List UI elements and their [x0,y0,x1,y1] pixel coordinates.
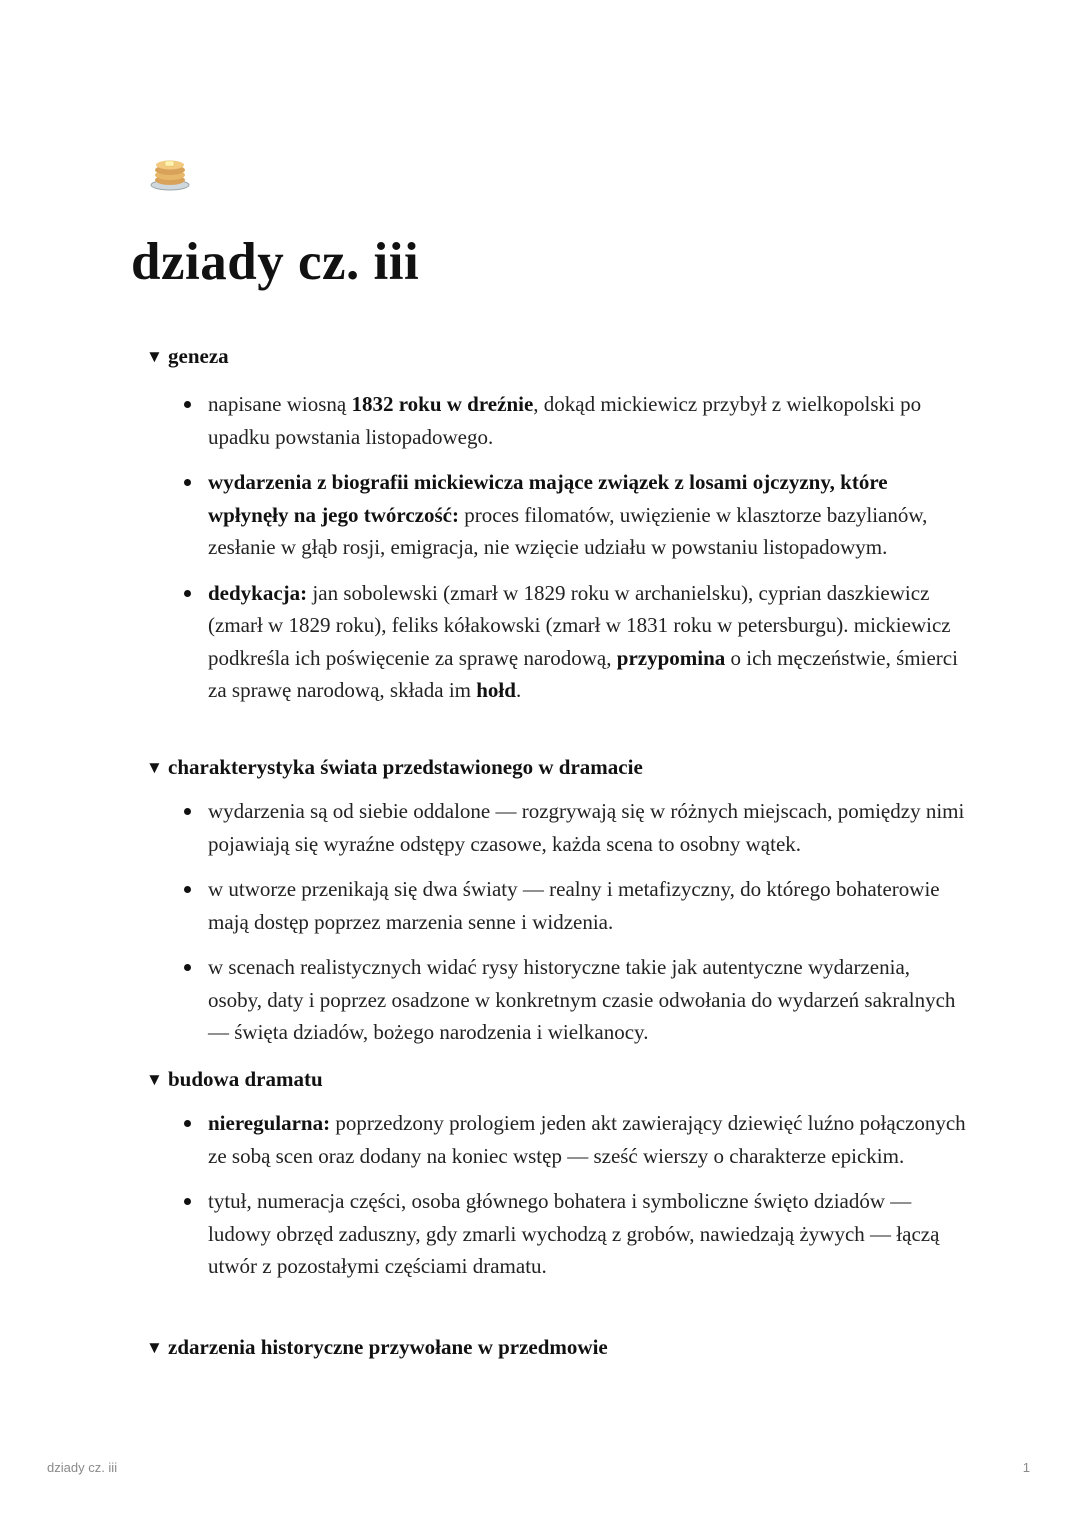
toggle-triangle-icon[interactable]: ▼ [146,1337,163,1357]
list-item [208,873,966,938]
text-run: jan sobolewski (zmarł w 1829 roku w archanielsku), cyprian daszkiewicz (zmarł w 1829 roku), feliks kółakowski (zmarł w 1831 roku w petersburgu). mickiewicz podkreśla ich poświęcenie za sprawę narodową, [208,580,951,670]
text-run: , dokąd mickiewicz przybył z wielkopolski po upadku powstania listopadowego. [208,392,922,449]
toggle-triangle-icon[interactable]: ▼ [146,1069,163,1089]
list-item [208,466,966,564]
toggle-zdarzenia-historyczne [146,1333,966,1361]
text-run: o ich męczeństwie, śmierci za sprawę narodową, składa im [208,645,958,702]
toggle-geneza [146,342,966,707]
toggle-heading: geneza [168,343,229,368]
toggle-triangle-icon[interactable]: ▼ [146,757,163,777]
footer-page-number: 1 [1022,1460,1030,1475]
toggle-header[interactable] [146,1333,966,1361]
list-item [208,951,966,1049]
toggle-heading: charakterystyka świata przedstawionego w dramacie [168,754,643,779]
list-item [208,1185,966,1283]
text-run: wydarzenia są od siebie oddalone — rozgrywają się w różnych miejscach, pomiędzy nimi pojawiają się wyraźne odstępy czasowe, każda scena to osobny wątek. [208,799,965,856]
list-item [208,1107,966,1172]
bold-text: dedykacja: [208,580,308,605]
toggle-header[interactable] [146,1065,966,1093]
bold-text: 1832 roku w dreźnie [351,392,534,416]
text-run: . [515,678,522,702]
text-run: w scenach realistycznych widać rysy historyczne takie jak autentyczne wydarzenia, osoby, daty i poprzez osadzone w konkretnym czasie odwołania do wydarzeń sakralnych — święta dziadów, bożego narodzenia i wielkanocy. [208,955,956,1044]
toggle-heading: zdarzenia historyczne przywołane w przedmowie [168,1334,608,1359]
toggle-heading: budowa dramatu [168,1066,323,1091]
toggle-header[interactable] [146,753,966,781]
text-run: tytuł, numeracja części, osoba głównego bohatera i symboliczne święto dziadów — ludowy obrzęd zaduszny, gdy zmarli wychodzą z grobów, nawiedzają żywych — łączą utwór z pozostałymi częściami dramatu. [208,1189,940,1278]
text-run: w utworze przenikają się dwa światy — realny i metafizyczny, do którego bohaterowie mają dostęp poprzez marzenia senne i widzenia. [208,877,940,934]
page-title: dziady cz. iii [131,233,420,291]
toggle-budowa-dramatu [146,1065,966,1283]
text-run: napisane wiosną [208,392,352,416]
toggle-header[interactable] [146,342,966,370]
toggle-triangle-icon[interactable]: ▼ [146,346,163,366]
list-item [208,388,966,453]
footer-doc-title: dziady cz. iii [47,1460,118,1475]
text-run: proces filomatów, uwięzienie w klasztorze bazylianów, zesłanie w głąb rosji, emigracja, nie wzięcie udziału w powstaniu listopadowym. [208,502,928,559]
list-item [208,795,966,860]
text-run: poprzedzony prologiem jeden akt zawierający dziewięć luźno połączonych ze sobą scen oraz dodany na koniec wstęp — sześć wierszy o charakterze epickim. [208,1111,966,1168]
toggle-charakterystyka [146,753,966,1049]
list-item [208,577,966,707]
bold-text: nieregularna: [208,1111,331,1135]
bold-text: przypomina [616,645,726,670]
pancakes-icon [148,154,192,194]
bold-text: wydarzenia z biografii mickiewicza mające związek z losami ojczyzny, które wpłynęły na jego twórczość: [208,470,888,527]
bold-text: hołd [476,678,516,702]
